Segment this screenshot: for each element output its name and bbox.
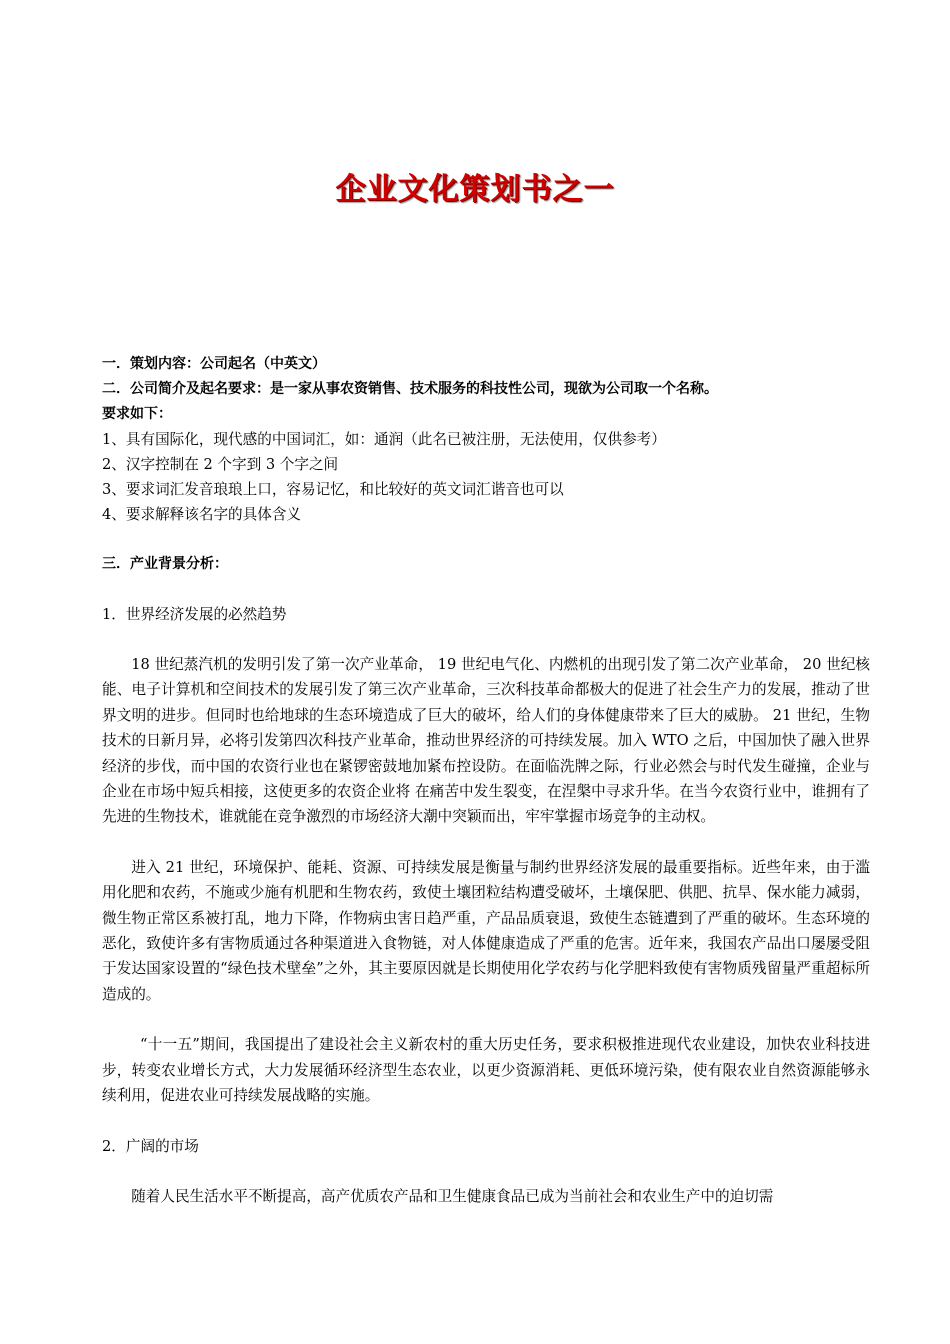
section-heading-1: 一．策划内容：公司起名（中英文） [102,356,326,372]
section-heading-2: 二．公司简介及起名要求：是一家从事农资销售、技术服务的科技性公司，现欲为公司取一个名称。 [102,381,718,397]
requirement-item-2: 2、汉字控制在 2 个字到 3 个字之间 [102,456,339,473]
subsection-heading-2: 2．广阔的市场 [102,1137,199,1155]
requirements-heading: 要求如下： [102,406,172,422]
paragraph-3: “十一五”期间，我国提出了建设社会主义新农村的重大历史任务，要求积极推进现代农业建设，加快农业科技进步，转变农业增长方式，大力发展循环经济型生态农业，以更少资源消耗、更低环境污染，使有限农业自然资源能够永续利用，促进农业可持续发展战略的实施。 [102,1036,870,1105]
subsection-heading-1: 1．世界经济发展的必然趋势 [102,606,287,623]
document-title: 企业文化策划书之一 [335,172,615,207]
paragraph-4: 随着人民生活水平不断提高，高产优质农产品和卫生健康食品已成为当前社会和农业生产中的迫切需 [131,1187,774,1205]
paragraph-1: 18 世纪蒸汽机的发明引发了第一次产业革命， 19 世纪电气化、内燃机的出现引发了第二次产业革命， 20 世纪核能、电子计算机和空间技术的发展引发了第三次产业革命，三次科技革命都极大的促进了社会生产力的发展，推动了世界文明的进步。但同时也给地球的生态环境造成了巨大的破坏，给人们的身体健康带来了巨大的威胁。 21 世纪，生物技术的日新月异，必将引发第四次科技产业革命，推动世界经济的可持续发展。加入 WTO 之后，中国加快了融入世界经济的步伐，而中国的农资行业也在紧锣密鼓地加紧布控设防。在面临洗牌之际，行业必然会与时代发生碰撞，企业与企业在市场中短兵相接，这使更多的农资企业将 在痛苦中发生裂变，在涅槃中寻求升华。在当今农资行业中，谁拥有了先进的生物技术，谁就能在竞争激烈的市场经济大潮中突颖而出，牢牢掌握市场竞争的主动权。 [102,656,870,826]
requirement-item-4: 4、要求解释该名字的具体含义 [102,506,302,523]
paragraph-2: 进入 21 世纪，环境保护、能耗、资源、可持续发展是衡量与制约世界经济发展的最重要指标。近些年来，由于滥用化肥和农药，不施或少施有机肥和生物农药，致使土壤团粒结构遭受破坏，土壤保肥、供肥、抗旱、保水能力减弱，微生物正常区系被打乱，地力下降，作物病虫害日趋严重，产品品质衰退，致使生态链遭到了严重的破坏。生态环境的恶化，致使许多有害物质通过各种渠道进入食物链，对人体健康造成了严重的危害。近年来，我国农产品出口屡屡受阻于发达国家设置的“绿色技术壁垒”之外，其主要原因就是长期使用化学农药与化学肥料致使有害物质残留量严重超标所造成的。 [102,858,870,1003]
requirement-item-1: 1、具有国际化，现代感的中国词汇，如：通润（此名已被注册，无法使用，仅供参考） [102,431,666,448]
document-body [102,352,870,1209]
section-heading-3: 三．产业背景分析： [102,556,228,572]
requirement-item-3: 3、要求词汇发音琅琅上口，容易记忆，和比较好的英文词汇谐音也可以 [102,481,564,498]
